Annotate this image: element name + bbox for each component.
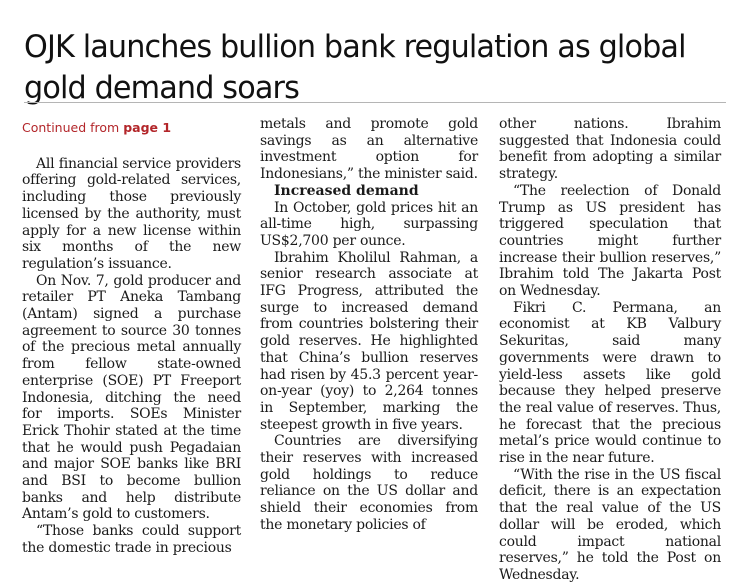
paragraph: On Nov. 7, gold producer and retailer PT Aneka Tambang (Antam) signed a purchase agreement to source 30 tonnes of the precious metal annually from fellow state-owned enterprise (SOE) PT Freeport Indonesia, ditching the need for imports. SOEs Minister Erick Thohir stated at the time that he would push Pegadaian and major SOE banks like BRI and BSI to become bullion banks and help distribute Antam’s gold to customers. xyxy=(22,272,241,523)
paragraph: other nations. Ibrahim suggested that Indonesia could benefit from adopting a similar strategy. xyxy=(499,116,721,183)
paragraph: Ibrahim Kholilul Rahman, a senior research associate at IFG Progress, attributed the surge to increased demand from countries bolstering their gold reserves. He highlighted that China’s bullion reserves had risen by 45.3 percent year-on-year (yoy) to 2,264 tonnes in September, marking the steepest growth in five years. xyxy=(260,249,478,433)
paragraph: “With the rise in the US fiscal deficit, there is an expectation that the real value of the US dollar will be eroded, which could impact national reserves,” he told the Post on Wednesday. xyxy=(499,466,721,583)
column-1 xyxy=(22,116,241,556)
headline-divider xyxy=(24,102,726,103)
column-2 xyxy=(260,116,478,535)
paragraph: In October, gold prices hit an all-time high, surpassing US$2,700 per ounce. xyxy=(260,199,478,249)
headline: OJK launches bullion bank regulation as global gold demand soars xyxy=(24,29,686,107)
paragraph: Fikri C. Permana, an economist at KB Valbury Sekuritas, said many governments were drawn to yield-less assets like gold because they helped preserve the real value of reserves. Thus, he forecast that the precious metal’s price would continue to rise in the near future. xyxy=(499,299,721,467)
paragraph: metals and promote gold savings as an alternative investment option for Indonesians,” the minister said. xyxy=(260,116,478,183)
paragraph: “The reelection of Donald Trump as US president has triggered speculation that countries might further increase their bullion reserves,” Ibrahim told The Jakarta Post on Wednesday. xyxy=(499,182,721,300)
continued-from-note xyxy=(22,120,241,137)
column-3 xyxy=(499,116,721,583)
paragraph: Countries are diversifying their reserves with increased gold holdings to reduce reliance on the US dollar and shield their economies from the monetary policies of xyxy=(260,433,478,533)
subhead: Increased demand xyxy=(274,182,419,199)
continued-page-link[interactable]: page 1 xyxy=(123,120,172,135)
paragraph: “Those banks could support the domestic trade in precious xyxy=(22,523,241,556)
paragraph: All financial service providers offering gold-related services, including those previously licensed by the authority, must apply for a new license within six months of the new regulation’s issuance. xyxy=(22,155,241,272)
continued-label: Continued from xyxy=(22,120,120,135)
